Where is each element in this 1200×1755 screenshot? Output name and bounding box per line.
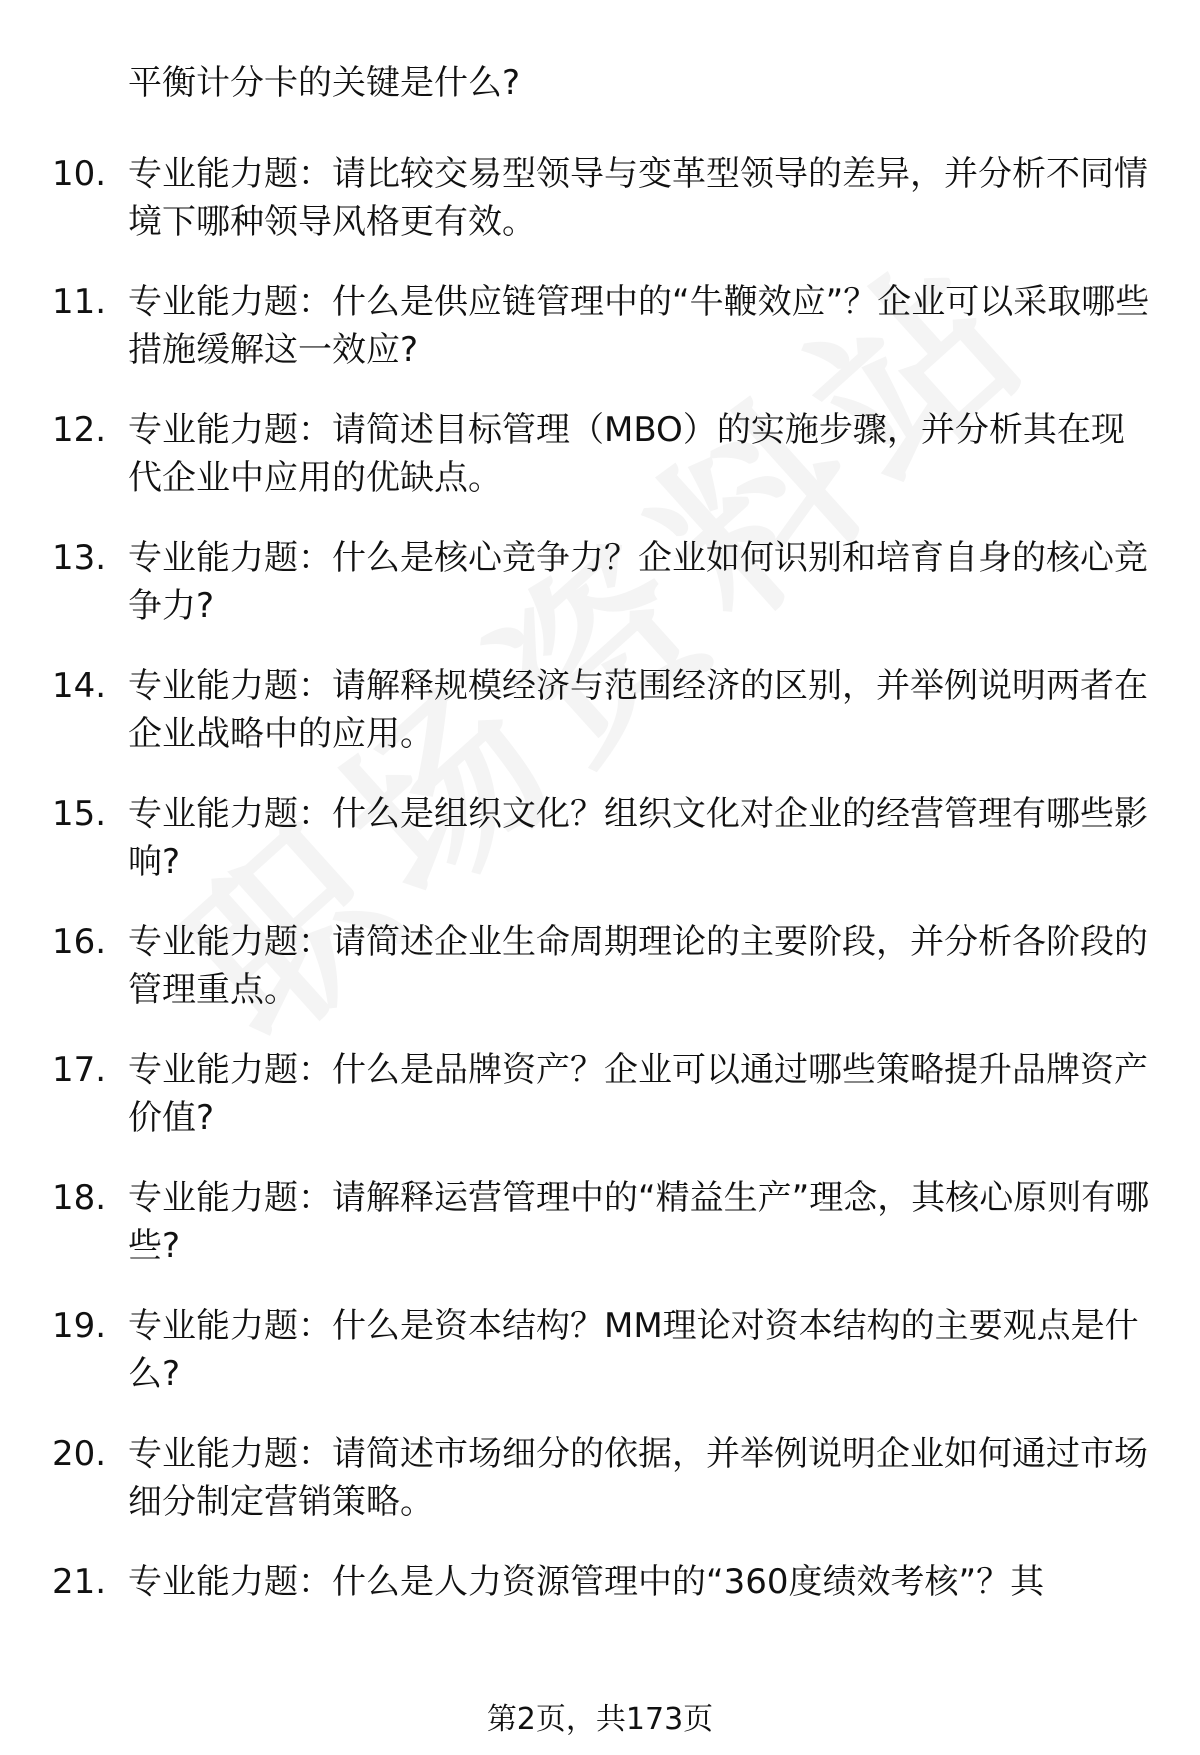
question-text: 专业能力题：什么是资本结构？MM理论对资本结构的主要观点是什么? [128,1306,1139,1394]
question-number: 18. [52,1178,107,1218]
page-footer: 第2页，共173页 [486,1702,714,1737]
question-number: 14. [52,666,107,706]
question-text: 专业能力题：请解释规模经济与范围经济的区别，并举例说明两者在企业战略中的应用。 [128,666,1148,754]
question-number: 12. [52,410,107,450]
question-text: 专业能力题：什么是组织文化？组织文化对企业的经营管理有哪些影响? [128,794,1148,882]
question-number: 17. [52,1050,107,1090]
question-text: 专业能力题：什么是核心竞争力？企业如何识别和培育自身的核心竞争力? [128,538,1148,626]
question-number: 21. [52,1562,107,1602]
question-text: 专业能力题：请简述企业生命周期理论的主要阶段，并分析各阶段的管理重点。 [128,922,1148,1010]
question-text: 专业能力题：请比较交易型领导与变革型领导的差异，并分析不同情境下哪种领导风格更有效。 [128,154,1148,242]
question-item [0,406,1200,534]
question-item [0,1046,1200,1174]
question-item [0,1430,1200,1558]
question-number: 11. [52,282,107,322]
question-number: 16. [52,922,107,962]
question-item [0,150,1200,278]
question-item [0,1558,1200,1686]
question-list [0,150,1200,1686]
question-number: 13. [52,538,107,578]
question-number: 19. [52,1306,107,1346]
question-text: 专业能力题：请解释运营管理中的“精益生产”理念，其核心原则有哪些? [128,1178,1150,1266]
question-text: 专业能力题：什么是供应链管理中的“牛鞭效应”？企业可以采取哪些措施缓解这一效应? [128,282,1150,370]
question-item [0,918,1200,1046]
question-item [0,534,1200,662]
question-item [0,790,1200,918]
question-text: 专业能力题：什么是品牌资产？企业可以通过哪些策略提升品牌资产价值? [128,1050,1148,1138]
continuation-text: 平衡计分卡的关键是什么? [128,63,521,103]
question-text: 专业能力题：请简述目标管理（MBO）的实施步骤，并分析其在现代企业中应用的优缺点。 [128,410,1125,498]
question-item [0,1302,1200,1430]
question-text: 专业能力题：请简述市场细分的依据，并举例说明企业如何通过市场细分制定营销策略。 [128,1434,1148,1522]
question-number: 15. [52,794,107,834]
question-number: 10. [52,154,107,194]
question-item [0,662,1200,790]
question-item [0,278,1200,406]
question-text: 专业能力题：什么是人力资源管理中的“360度绩效考核”？其 [128,1562,1045,1602]
question-item [0,1174,1200,1302]
question-number: 20. [52,1434,107,1474]
